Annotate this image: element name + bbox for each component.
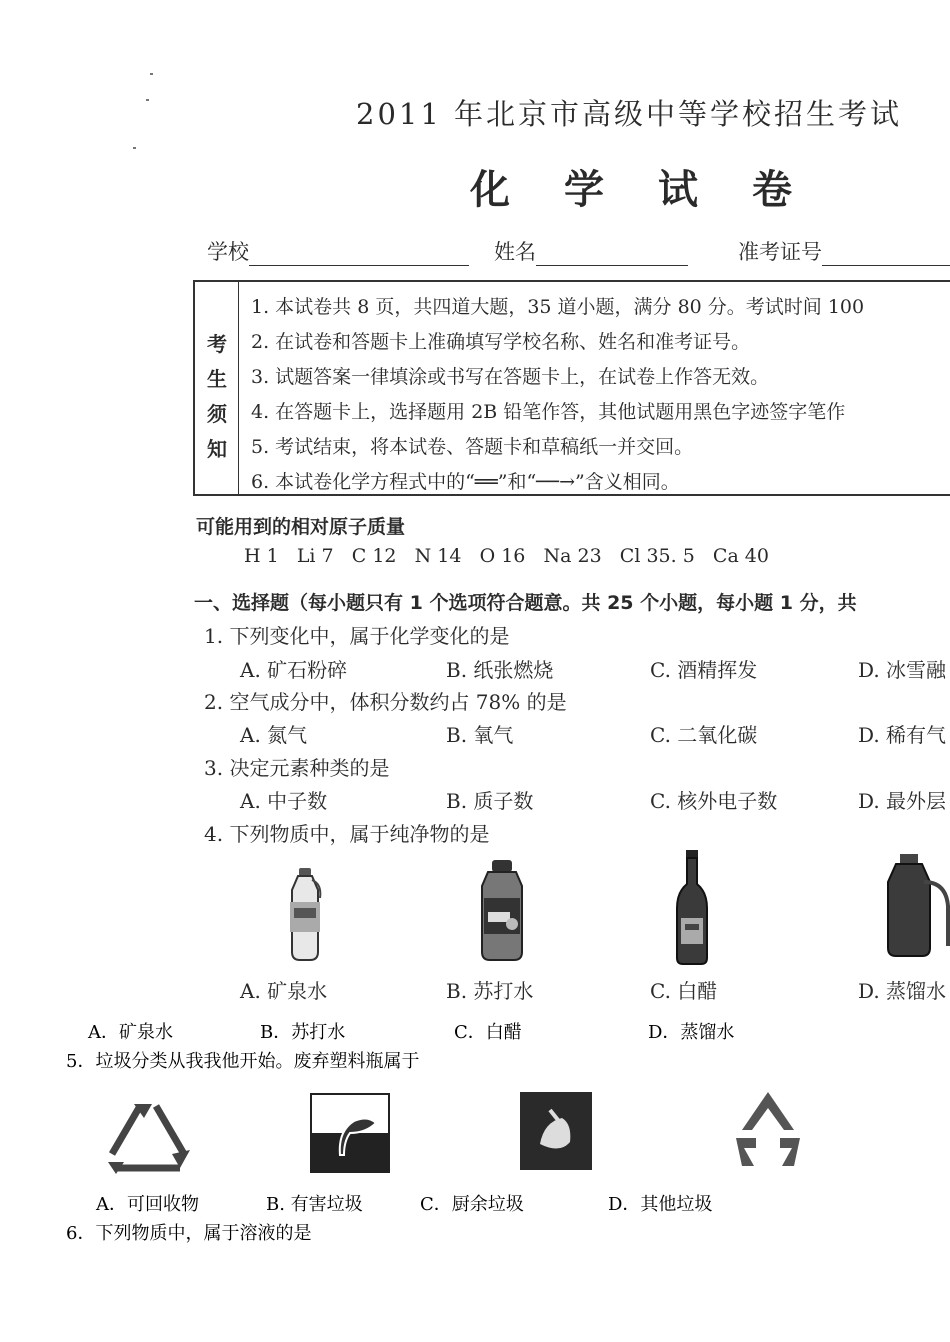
notice-item: 4. 在答题卡上，选择题用 2B 铅笔作答，其他试题用黑色字迹签字笔作 bbox=[251, 401, 846, 423]
notice-item: 3. 试题答案一律填涂或书写在答题卡上，在试卷上作答无效。 bbox=[251, 366, 770, 388]
question-stem: 5．垃圾分类从我我他开始。废弃塑料瓶属于 bbox=[66, 1051, 420, 1072]
notice-label-char: 考 bbox=[207, 332, 227, 356]
distilled-water-bottle-image bbox=[886, 852, 950, 964]
other-waste-icon bbox=[730, 1090, 806, 1170]
notice-label-char: 生 bbox=[207, 367, 227, 391]
option: D. 冰雪融 bbox=[858, 658, 947, 682]
option: A. 中子数 bbox=[240, 789, 328, 813]
question-stem: 4. 下列物质中，属于纯净物的是 bbox=[204, 822, 490, 846]
recycle-icon bbox=[104, 1100, 192, 1176]
notice-item: 1. 本试卷共 8 页，共四道大题，35 道小题，满分 80 分。考试时间 100 bbox=[251, 296, 865, 318]
option: C. 酒精挥发 bbox=[650, 658, 758, 682]
notice-item: 6. 本试卷化学方程式中的“══”和“──→”含义相同。 bbox=[251, 471, 680, 493]
typed-option: C．厨余垃圾 bbox=[420, 1194, 524, 1215]
subtitle-char: 试 bbox=[658, 167, 698, 213]
notice-item: 2. 在试卷和答题卡上准确填写学校名称、姓名和准考证号。 bbox=[251, 331, 751, 353]
scan-speck bbox=[150, 73, 153, 75]
typed-option: A．矿泉水 bbox=[88, 1022, 173, 1043]
option: D. 最外层 bbox=[858, 789, 947, 813]
exam-id-label: 准考证号 bbox=[738, 240, 822, 264]
option: C. 二氧化碳 bbox=[650, 723, 758, 747]
subtitle-char: 卷 bbox=[752, 167, 792, 213]
option: A. 矿泉水 bbox=[240, 979, 328, 1003]
name-field bbox=[494, 236, 688, 266]
question-stem: 2. 空气成分中，体积分数约占 78% 的是 bbox=[204, 690, 567, 714]
vinegar-bottle-image bbox=[672, 848, 712, 966]
paper-subtitle bbox=[470, 158, 846, 215]
question-stem: 1. 下列变化中，属于化学变化的是 bbox=[204, 624, 510, 648]
notice-label-char: 知 bbox=[207, 437, 227, 461]
typed-option: A．可回收物 bbox=[96, 1194, 199, 1215]
hazardous-waste-icon bbox=[310, 1093, 390, 1173]
option: C. 核外电子数 bbox=[650, 789, 778, 813]
school-blank bbox=[249, 245, 469, 266]
scan-speck bbox=[146, 99, 149, 101]
notice-label-char: 须 bbox=[207, 402, 227, 426]
option: B. 纸张燃烧 bbox=[446, 658, 554, 682]
atomic-mass-values: H 1 Li 7 C 12 N 14 O 16 Na 23 Cl 35. 5 Ca 40 bbox=[244, 545, 769, 567]
school-field bbox=[207, 236, 469, 266]
atomic-mass-heading: 可能用到的相对原子质量 bbox=[196, 516, 406, 538]
option: A. 矿石粉碎 bbox=[240, 658, 348, 682]
scan-speck bbox=[133, 147, 136, 149]
typed-option: D．蒸馏水 bbox=[648, 1022, 735, 1043]
kitchen-waste-icon bbox=[520, 1092, 592, 1170]
option: A. 氮气 bbox=[240, 723, 308, 747]
name-label: 姓名 bbox=[494, 240, 536, 264]
option: C. 白醋 bbox=[650, 979, 718, 1003]
section-one-heading: 一、选择题（每小题只有 1 个选项符合题意。共 25 个小题，每小题 1 分，共 bbox=[194, 592, 857, 614]
typed-option: B. 有害垃圾 bbox=[266, 1194, 363, 1215]
notice-label bbox=[195, 282, 239, 494]
question-stem: 3. 决定元素种类的是 bbox=[204, 756, 390, 780]
exam-title: 2011 年北京市高级中等学校招生考试 bbox=[356, 97, 903, 131]
option: B. 苏打水 bbox=[446, 979, 534, 1003]
soda-water-bottle-image bbox=[474, 858, 530, 964]
option: D. 蒸馏水 bbox=[858, 979, 947, 1003]
typed-option: B．苏打水 bbox=[260, 1022, 346, 1043]
notice-item: 5. 考试结束，将本试卷、答题卡和草稿纸一并交回。 bbox=[251, 436, 694, 458]
typed-option: C．白醋 bbox=[454, 1022, 522, 1043]
school-label: 学校 bbox=[207, 240, 249, 264]
option: D. 稀有气 bbox=[858, 723, 947, 747]
exam-id-field bbox=[738, 236, 950, 266]
mineral-water-bottle-image bbox=[280, 866, 330, 966]
subtitle-char: 学 bbox=[564, 167, 604, 213]
typed-option: D．其他垃圾 bbox=[608, 1194, 713, 1215]
option: B. 氧气 bbox=[446, 723, 514, 747]
option: B. 质子数 bbox=[446, 789, 534, 813]
name-blank bbox=[536, 245, 688, 266]
exam-id-blank bbox=[822, 245, 950, 266]
exam-notice-box bbox=[193, 280, 950, 496]
question-stem: 6．下列物质中，属于溶液的是 bbox=[66, 1223, 312, 1244]
subtitle-char: 化 bbox=[470, 167, 510, 213]
